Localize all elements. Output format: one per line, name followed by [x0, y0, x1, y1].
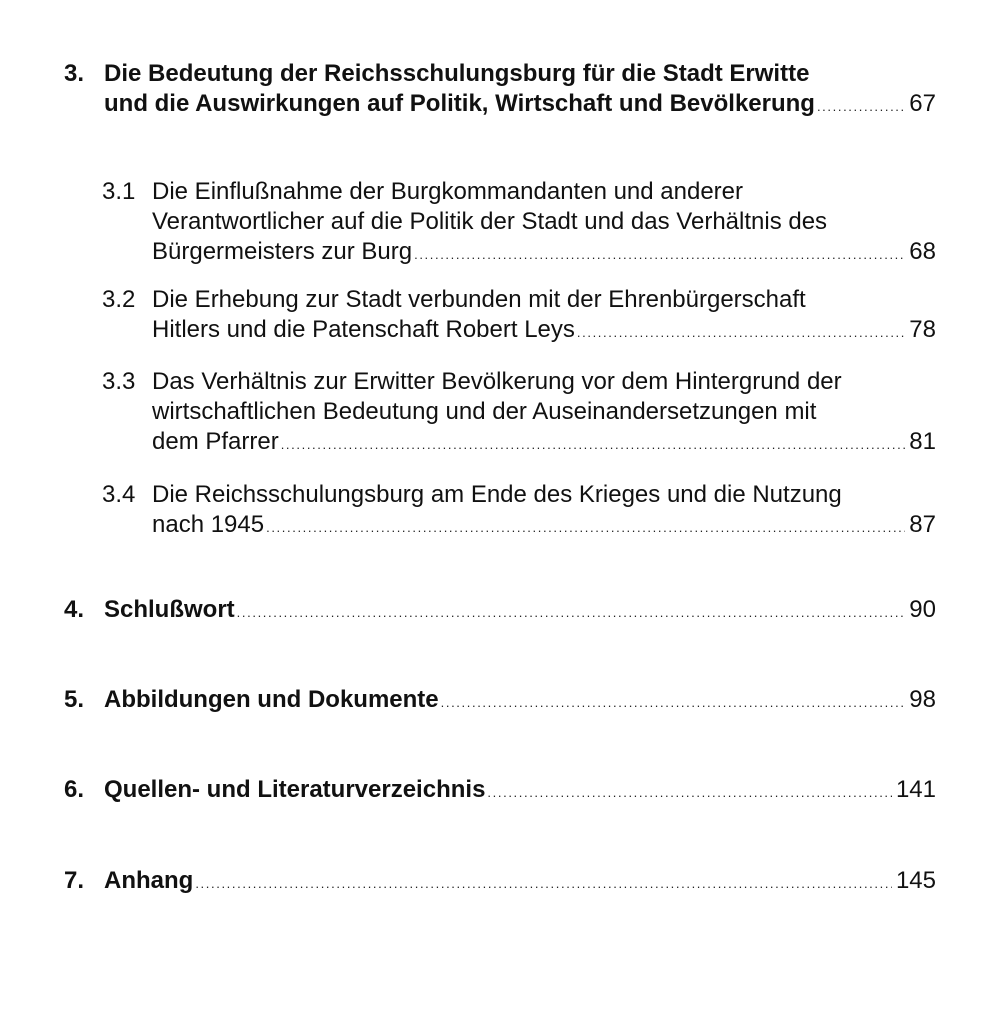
page-number: 90: [909, 596, 936, 623]
entry-title: [152, 367, 936, 457]
entry-title-text: nach 1945: [152, 511, 265, 538]
page-number: 145: [895, 867, 936, 894]
entry-title-line: Die Reichsschulungsburg am Ende des Krieges und die Nutzung: [152, 481, 842, 508]
entry-number: 3.: [64, 60, 85, 87]
entry-title: [104, 775, 936, 805]
entry-title-last-line: [152, 237, 936, 267]
entry-title-text: Bürgermeisters zur Burg: [152, 238, 413, 265]
entry-title-text: Quellen- und Literaturverzeichnis: [104, 776, 486, 803]
entry-number: 3.3: [102, 368, 136, 395]
entry-title: [152, 285, 936, 345]
dot-leader: [577, 315, 905, 348]
page-number: 87: [909, 511, 936, 538]
entry-title-text: und die Auswirkungen auf Politik, Wirtschaft und Bevölkerung: [104, 90, 815, 117]
entry-title-line: Das Verhältnis zur Erwitter Bevölkerung vor dem Hintergrund der: [152, 368, 842, 395]
entry-number: 7.: [64, 867, 85, 894]
entry-number: 3.2: [102, 286, 136, 313]
entry-title-text: Anhang: [104, 867, 194, 894]
dot-leader: [487, 775, 892, 808]
entry-title-line: Verantwortlicher auf die Politik der Stadt und das Verhältnis des: [152, 208, 828, 235]
entry-title-last-line: [152, 510, 936, 540]
page-number: 81: [909, 428, 936, 455]
entry-title-last-line: [104, 89, 936, 119]
entry-number: 3.1: [102, 178, 136, 205]
entry-title-text: Schlußwort: [104, 596, 235, 623]
entry-title-line: Die Bedeutung der Reichsschulungsburg für die Stadt Erwitte: [104, 60, 810, 87]
entry-number: 4.: [64, 596, 85, 623]
page-number: 98: [909, 686, 936, 713]
page-number: 141: [895, 776, 936, 803]
entry-number: 3.4: [102, 481, 136, 508]
entry-title-line: Die Erhebung zur Stadt verbunden mit der Ehrenbürgerschaft: [152, 286, 806, 313]
entry-title-last-line: [104, 685, 936, 715]
entry-title: [152, 177, 936, 267]
entry-title-line: Die Einflußnahme der Burgkommandanten und anderer: [152, 178, 744, 205]
entry-number: 5.: [64, 686, 85, 713]
entry-title-text: Hitlers und die Patenschaft Robert Leys: [152, 316, 575, 343]
dot-leader: [281, 427, 906, 460]
dot-leader: [237, 595, 906, 628]
entry-title-last-line: [104, 595, 936, 625]
dot-leader: [441, 685, 906, 718]
entry-title: [104, 685, 936, 715]
page-number: 68: [909, 238, 936, 265]
entry-title: [104, 595, 936, 625]
entry-title: [104, 866, 936, 896]
dot-leader: [266, 510, 905, 543]
entry-number: 6.: [64, 776, 85, 803]
entry-title: [152, 480, 936, 540]
dot-leader: [817, 89, 905, 122]
entry-title-text: Abbildungen und Dokumente: [104, 686, 439, 713]
page-number: 67: [909, 90, 936, 117]
page-number: 78: [909, 316, 936, 343]
entry-title-last-line: [152, 427, 936, 457]
dot-leader: [195, 866, 892, 899]
entry-title-line: wirtschaftlichen Bedeutung und der Auseinandersetzungen mit: [152, 398, 817, 425]
entry-title-last-line: [152, 315, 936, 345]
entry-title-text: dem Pfarrer: [152, 428, 279, 455]
entry-title-last-line: [104, 775, 936, 805]
entry-title-last-line: [104, 866, 936, 896]
dot-leader: [414, 237, 905, 270]
entry-title: [104, 59, 936, 119]
